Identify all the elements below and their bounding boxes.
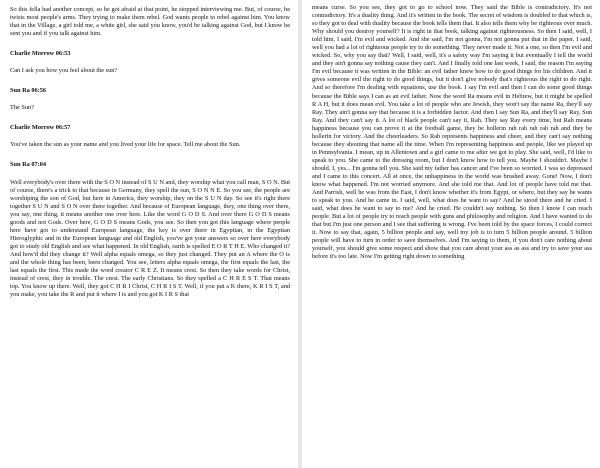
paragraph: Well everybody's over there with the S O N instead of S U N and, they worship what you call man, S O N. But of course, there's a trick to that because in Germany, they spell the sun, S O N N E. So you see, the people are worshiping the son of God, but here in America, they worship, they on the S U N day. So see it's right there together S U N and S O N over there together. And because of European language, they, one thing over there, you say, one thing, it means another one over here. Like the word G O D S. And over there G O D S means goods and not Gods. Over here, G O D S means Gods, you see. So then you got this language where people here have got to understand European language, the key is over there in Egyptian, in the Egyptian Hieroglyphic and in the European language and old English, you've got your answers so over here everybody got to study old English and see what happened. In old English, earth is spelled E O R T H E. Who changed it? And how'd did they change it? Well alpha equals omega, so they just changed. They put an A where the O is and the whole thing has been, been changed. You see, letters alpha equals omega, the first equals the last, the last equals the first. This made the word creator C R E Z. It means crest. So then they take words for Christ, instead of crest, they in trouble. The crest. The early Christians. So they spelled a C H R E S T. That means top. You know up there. Well, they got C H R I Christ, C H R I S T. Well, if you put a K there, K R I S T, and you make, you take the R and put it where I is and you got K I R S that bbox=[10, 178, 290, 299]
speaker-heading: Charlie Morrow 06:53 bbox=[10, 50, 71, 58]
paragraph: So this fella had another concept, so he got afraid at that point, he stopped interviewing me. But, of course, he twists most people's arms. They trying to make them rebel. God wants people to rebel against him. You know that in the Village, a girl told me, a white girl, she said you know, you'd be talking against God, but I know he sent you and if you talk against him. bbox=[10, 6, 290, 38]
paragraph: Can I ask you how you feel about the sun? bbox=[10, 67, 118, 75]
left-page bbox=[0, 0, 298, 468]
speaker-heading: Sun Ra 07:04 bbox=[10, 161, 47, 169]
right-page bbox=[302, 0, 600, 468]
paragraph: The Sun? bbox=[10, 104, 34, 112]
paragraph: means curse. So you see, they got to go to school now. They said the Bible is contradictory. It's not contradictory. It's a duality thing. And it's written in the book. The secret of wisdom is doubled to that which is, so they got to deal with duality because the book tells them that. It also tells them why be righteous over much. Why should you destroy yourself? It is right in that book, talking against righteousness. So then I said, well, I told him, I said, I'm evil and wicked. And she said, I'm not gonna, I'm not gonna put that in the paper. I said, well you had a lot of righteous people try to do something. They never made it. Not a one, so then I'm evil and wicked. So, why you say that? Well, I said, well, it's a safety way I'm saying it but eventually I tell the world and they ain't gonna say nothing cause they can't. And I finally told one last week, I said, the reason I'm saying I'm evil because it was written in the Bible: an evil father knew how to do good things for his children. And it gives someone evil the right to do good things, but it don't give nobody that's righteous the right to do right. And so therefore I'm dealing with equations, use the book. I say I'm evil and then I can do some good things because the Bible says I can as an evil father. Now the word Ra means evil in Hebrew, but it might be spelled R A H, but it does mean evil. You take a lot of people who are Jewish, they won't say the name Ra, they'll say Ray. They ain't gonna say that because it is a forbidden factor. And then I say Sun Ra, and they'll say Ray, Sun Ray. And they can't say it. A lot of black people can't say it, Rah. They say Ray every time, but Rah means happiness because you can prove it at the football game, they be hollerin rah rah rah rah rah and they be hollerin for victory. And the cheerleaders. So Rah represents happiness and cheer, and they can't say nothing because they shouting that name all the time. When I'm representing happiness and people, like we played up in Pennsylvania. I mean, up in Allentown and a girl came to me after we got to play. She said, well, I'd like to speak to you. She came to the dressing room, but I don't know how to tell you. Maybe I shouldn't. Maybe I should. I, yes... I'm gonna tell you. She said my father has cancer and I've been so worried. I was so depressed and I came to this concert. All at once, the unhappiness in the world was brushed away. Gone! Now, I don't know what happened. I'm not worried anymore. And she told me that. And lot of people have told me that. And Parrish, well he was from the East, I don't know whether it's from Egypt, or where, but they say he wants to speak to you. And he came in. I said, well, what does he want to say? And he stood there and he cried. I said, what does he want to say to me? And he cried. He couldn't say nothing. So then I know I can reach people. But a lot of people try to reach people with guns and philosophy and religion. And I have wanted to do that but I'm just one person and I see that suffering is wrong. I've been told by the space forces, I could correct it. Now to say that, again, 5 billion people and say, well my job is to turn 5 billion people around. 5 billion people will have to turn in order to save themselves. And I'm saying to them, if you don't care nothing about yourself, you should give some respect and show that you care about your ass as ass and try to save your ass before it's too late. Now I'm getting right down to something bbox=[312, 4, 592, 261]
paragraph: You've taken the sun as your name and you lived your life for space. Tell me about the Sun. bbox=[10, 141, 241, 149]
speaker-heading: Charlie Morrow 06:57 bbox=[10, 124, 71, 132]
speaker-heading: Sun Ra 06:56 bbox=[10, 87, 47, 95]
